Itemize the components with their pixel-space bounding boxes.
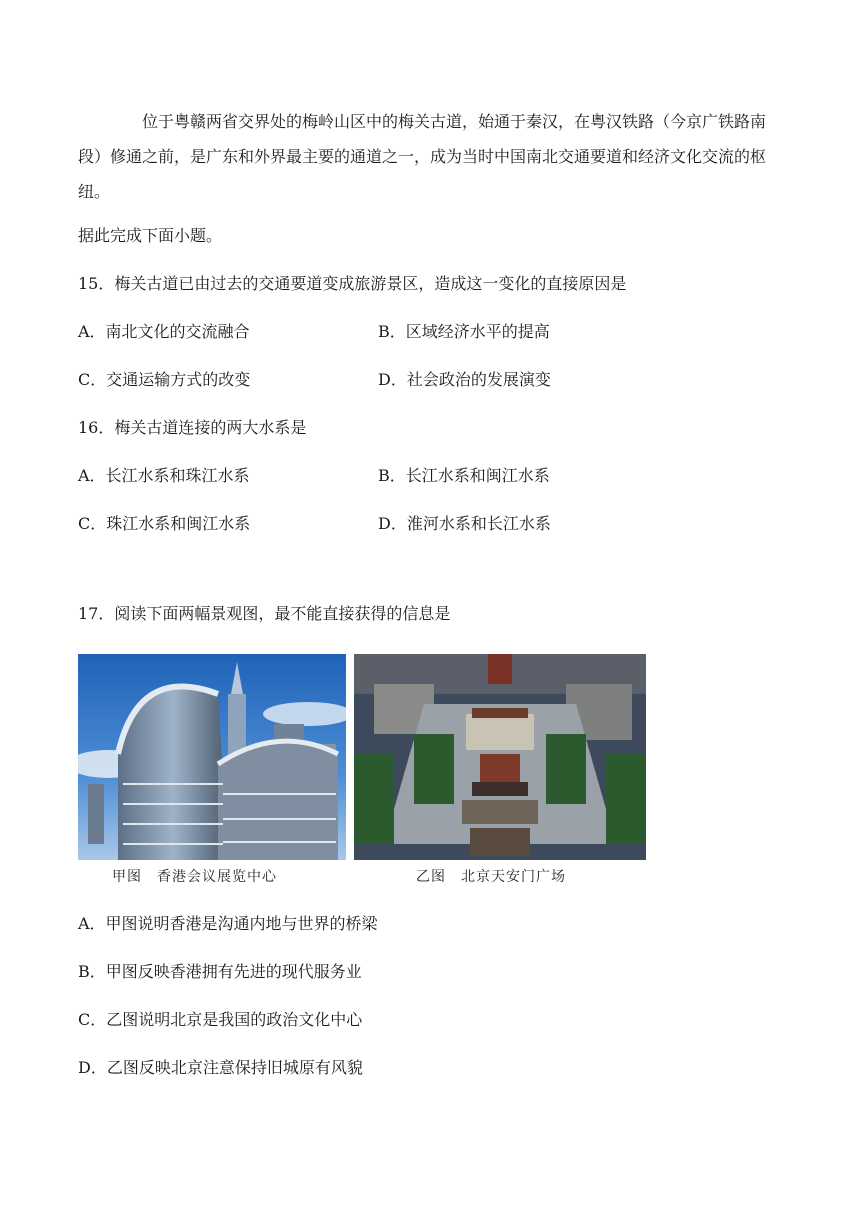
q17-option-c[interactable]: C．乙图说明北京是我国的政治文化中心 (78, 1010, 363, 1029)
photo-tiananmen-square (354, 654, 646, 860)
intro-text: 位于粤赣两省交界处的梅岭山区中的梅关古道，始通于秦汉，在粤汉铁路（今京广铁路南段）修通之前，是广东和外界最主要的通道之一，成为当时中国南北交通要道和经济文化交流的枢纽。 (78, 112, 767, 201)
intro-paragraph (78, 104, 784, 209)
q16-option-c[interactable]: C．珠江水系和闽江水系 (78, 514, 251, 533)
caption-right: 乙图 北京天安门广场 (416, 869, 566, 885)
q17-option-d[interactable]: D．乙图反映北京注意保持旧城原有风貌 (78, 1058, 363, 1077)
q15-stem: 15．梅关古道已由过去的交通要道变成旅游景区，造成这一变化的直接原因是 (78, 274, 627, 293)
q16-option-b[interactable]: B．长江水系和闽江水系 (378, 466, 550, 485)
q17-stem: 17．阅读下面两幅景观图，最不能直接获得的信息是 (78, 604, 451, 623)
q17-option-b[interactable]: B．甲图反映香港拥有先进的现代服务业 (78, 962, 362, 981)
q16-option-d[interactable]: D．淮河水系和长江水系 (378, 514, 551, 533)
q17-option-a[interactable]: A．甲图说明香港是沟通内地与世界的桥梁 (78, 914, 378, 933)
tiananmen-photo-illustration (354, 654, 646, 860)
instruction: 据此完成下面小题。 (78, 226, 223, 245)
caption-left: 甲图 香港会议展览中心 (112, 869, 277, 885)
hong-kong-photo-illustration (78, 654, 346, 860)
q16-option-a[interactable]: A．长江水系和珠江水系 (78, 466, 250, 485)
q15-option-a[interactable]: A．南北文化的交流融合 (78, 322, 250, 341)
q15-option-c[interactable]: C．交通运输方式的改变 (78, 370, 251, 389)
photo-hong-kong-convention-centre (78, 654, 346, 860)
q15-option-b[interactable]: B．区域经济水平的提高 (378, 322, 550, 341)
q15-option-d[interactable]: D．社会政治的发展演变 (378, 370, 551, 389)
q16-stem: 16．梅关古道连接的两大水系是 (78, 418, 307, 437)
